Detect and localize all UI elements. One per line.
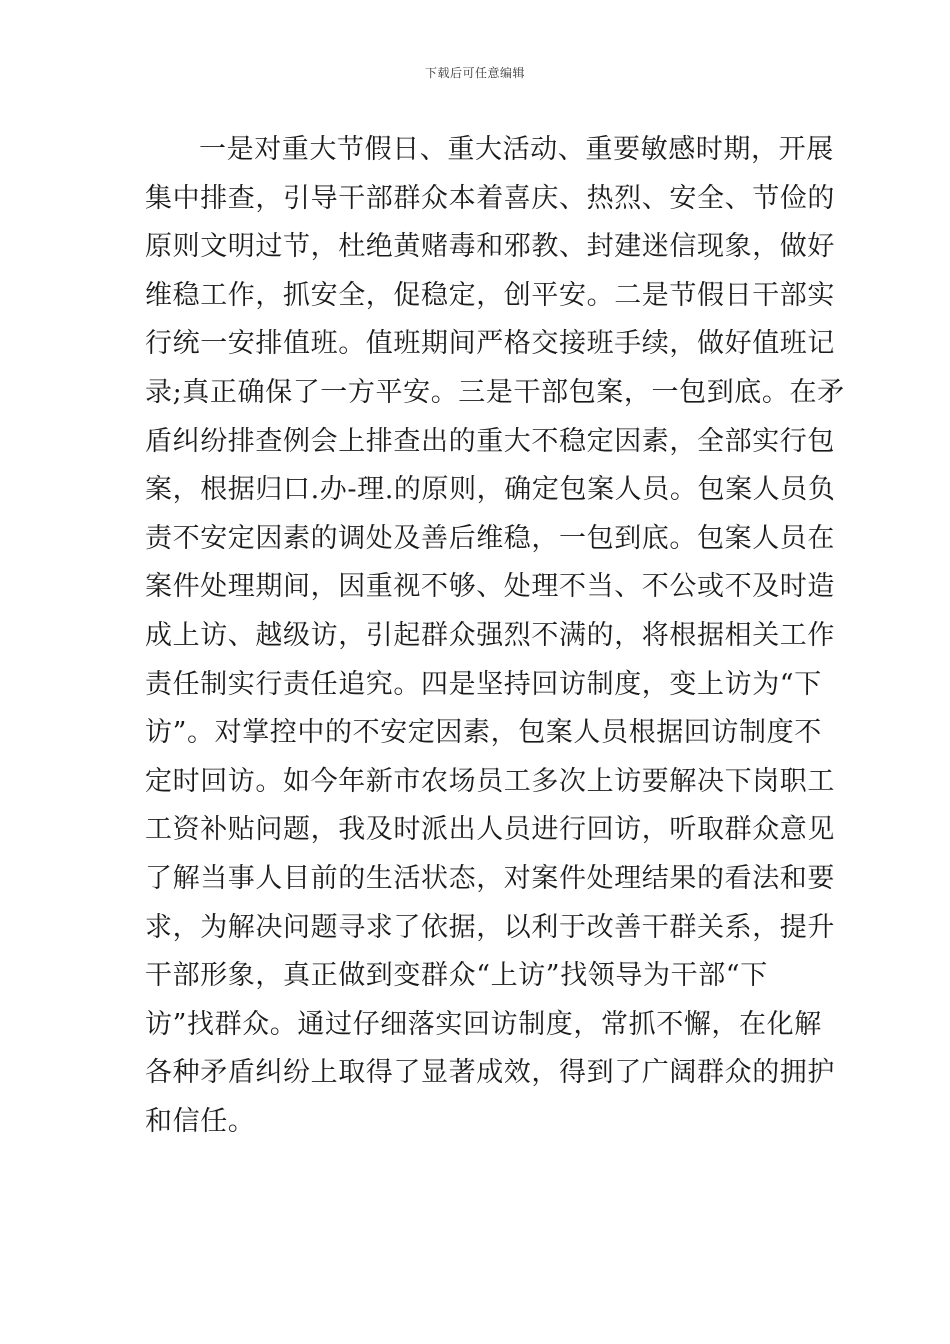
page-header: 下载后可任意编辑: [424, 66, 525, 80]
paragraph-line: 一是对重大节假日、重大活动、重要敏感时期，开展: [199, 134, 834, 165]
paragraph-line: 责任制实行责任追究。四是坚持回访制度，变上访为“下: [145, 668, 822, 700]
paragraph-line: 访”找群众。通过仔细落实回访制度，常抓不懈，在化解: [145, 1008, 822, 1040]
paragraph-line: 维稳工作，抓安全，促稳定，创平安。二是节假日干部实: [145, 279, 835, 311]
paragraph-line: 成上访、越级访，引起群众强烈不满的，将根据相关工作: [145, 619, 835, 651]
paragraph-line: 和信任。: [145, 1105, 256, 1137]
paragraph-line: 责不安定因素的调处及善后维稳，一包到底。包案人员在: [145, 522, 835, 554]
paragraph-line: 行统一安排值班。值班期间严格交接班手续，做好值班记: [145, 328, 835, 360]
paragraph-line: 各种矛盾纠纷上取得了显著成效，得到了广阔群众的拥护: [145, 1057, 835, 1089]
paragraph-line: 案件处理期间，因重视不够、处理不当、不公或不及时造: [145, 571, 835, 603]
paragraph-line: 录;真正确保了一方平安。三是干部包案，一包到底。在矛: [145, 376, 845, 408]
paragraph-line: 原则文明过节，杜绝黄赌毒和邪教、封建迷信现象，做好: [145, 231, 835, 263]
paragraph-line: 盾纠纷排查例会上排查出的重大不稳定因素，全部实行包: [145, 425, 835, 457]
paragraph-line: 了解当事人目前的生活状态，对案件处理结果的看法和要: [145, 862, 835, 894]
paragraph-line: 求，为解决问题寻求了依据，以利于改善干群关系，提升: [145, 911, 835, 943]
paragraph-line: 集中排查，引导干部群众本着喜庆、热烈、安全、节俭的: [145, 182, 835, 214]
body-paragraph: [145, 126, 845, 1146]
paragraph-line: 案，根据归口.办-理.的原则，确定包案人员。包案人员负: [145, 474, 836, 506]
paragraph-line: 工资补贴问题，我及时派出人员进行回访，听取群众意见: [145, 814, 835, 846]
paragraph-line: 干部形象，真正做到变群众“上访”找领导为干部“下: [145, 960, 768, 992]
paragraph-line: 访”。对掌控中的不安定因素，包案人员根据回访制度不: [145, 717, 822, 749]
paragraph-line: 定时回访。如今年新市农场员工多次上访要解决下岗职工: [145, 765, 835, 797]
